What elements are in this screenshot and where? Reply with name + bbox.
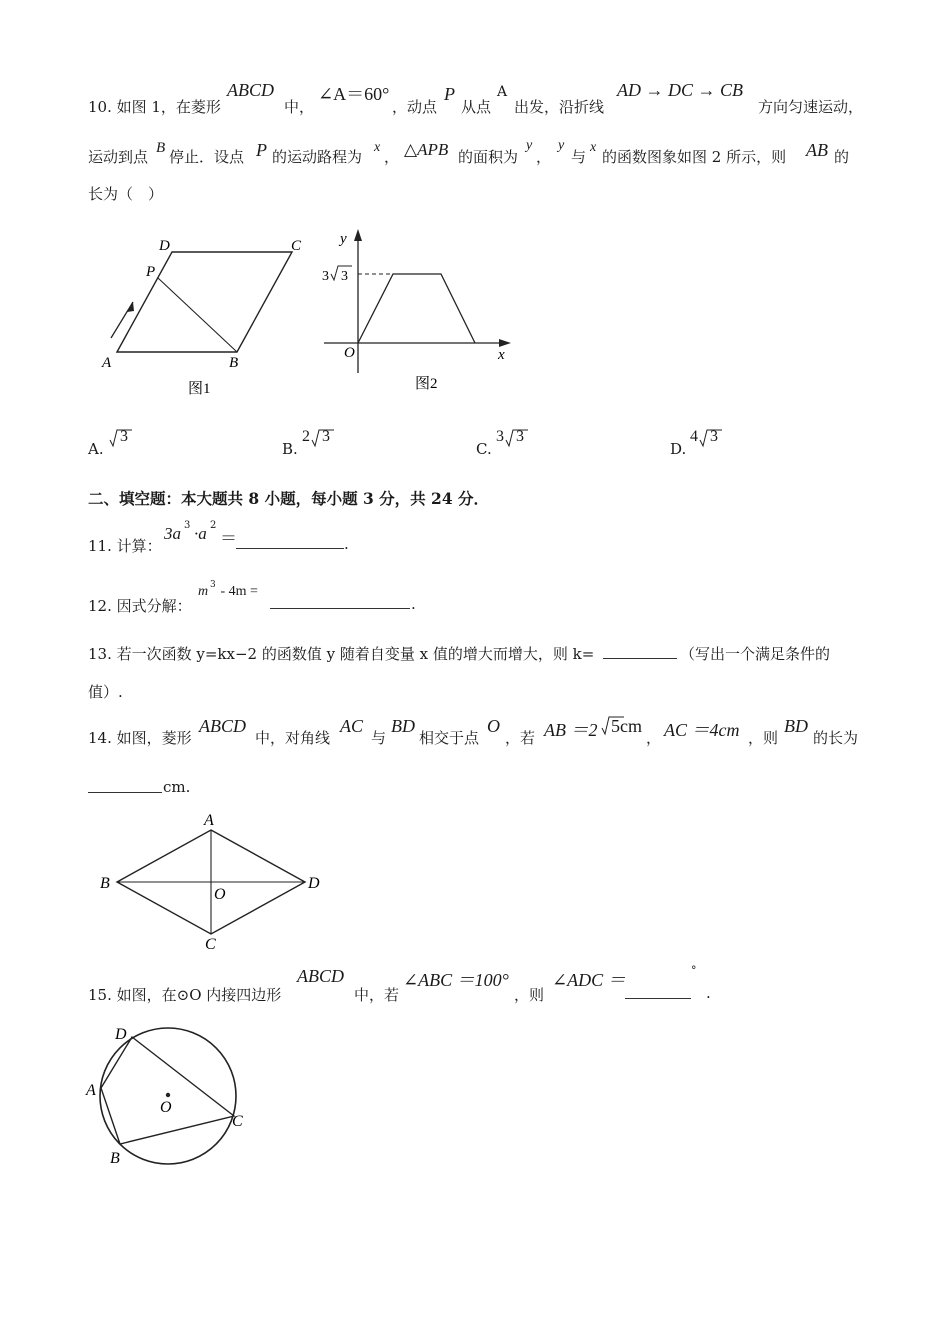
option-letter: A. <box>88 440 104 458</box>
q14-text: 的长为 <box>813 729 859 747</box>
q14-text: ，若 <box>505 729 536 747</box>
option-coefficient: 2 <box>302 428 310 445</box>
q13-line1: 13. 若一次函数 y=kx−2 的函数值 y 随着自变量 x 值的增大而增大，则 k= <box>88 645 595 663</box>
q15-text: 中，若 <box>354 986 400 1004</box>
q11-expr-a: 3a <box>164 524 181 543</box>
q14-text: 相交于点 <box>419 729 480 747</box>
q11-period: . <box>344 535 349 553</box>
q12-m: m <box>198 584 209 599</box>
q10-text: ，动点 <box>392 98 438 116</box>
q14-ac: AC <box>340 716 364 736</box>
label-d: D <box>308 875 320 892</box>
label-o: O <box>214 886 226 903</box>
q10-text: 方向匀速运动， <box>758 98 864 116</box>
q10-text: 的运动路程为 <box>272 148 363 166</box>
q15-figure <box>82 1020 282 1175</box>
label-a: A <box>102 355 112 371</box>
option-letter: B. <box>282 440 298 458</box>
label-b: B <box>229 355 239 371</box>
arrow-head-icon <box>127 302 134 312</box>
option-radicand: 3 <box>710 428 718 445</box>
y-tick-coefficient: 3 <box>322 269 329 284</box>
q15-angle2: ∠ADC ＝ <box>552 970 626 990</box>
q12-answer-blank[interactable] <box>270 594 410 609</box>
label-d: D <box>159 238 170 254</box>
x-axis-arrow-icon <box>499 339 511 347</box>
q10-text: 的函数图象如图 2 所示，则 <box>602 148 787 166</box>
q11-equals: ＝ <box>220 529 237 548</box>
q10-b: B <box>156 140 166 156</box>
q14-bd: BD <box>391 716 415 736</box>
q10-text: 与 <box>571 148 587 166</box>
q11-dot-a: ·a <box>194 524 207 543</box>
q10-line3: 长为（ ） <box>88 185 164 203</box>
option-letter: C. <box>476 440 492 458</box>
center-point <box>166 1093 170 1097</box>
section-heading: 二、填空题：本大题共 8 小题，每小题 3 分，共 24 分． <box>88 489 490 508</box>
origin-label: O <box>344 345 355 361</box>
q10-text: 停止．设点 <box>169 148 245 166</box>
label-a: A <box>204 812 214 829</box>
y-axis-arrow-icon <box>354 229 362 241</box>
q14-radicand: 5 <box>611 716 620 736</box>
q13-answer-blank[interactable] <box>603 644 677 659</box>
label-p: P <box>146 264 156 280</box>
q11-exp2: 2 <box>210 520 217 531</box>
function-graph-line <box>358 274 475 343</box>
q15-abcd: ABCD <box>297 966 344 986</box>
q14-cm: cm <box>620 716 642 736</box>
option-radicand: 3 <box>516 428 524 445</box>
option-letter: D. <box>670 440 687 458</box>
q14-text: ， <box>646 729 662 747</box>
q10-x2: x <box>590 140 597 155</box>
q10-p2: P <box>256 140 267 160</box>
option-radicand: 3 <box>120 428 128 445</box>
q15-period: . <box>706 984 711 1002</box>
q10-triangle: △APB <box>404 140 449 159</box>
direction-arrow-line <box>111 302 133 338</box>
q14-number: 14. 如图，菱形 <box>88 729 192 747</box>
y-axis-label: y <box>340 231 347 247</box>
q13-line2: 值）. <box>88 683 123 701</box>
label-d: D <box>115 1026 127 1043</box>
q10-text: 中， <box>284 98 315 116</box>
y-tick-radicand: 3 <box>341 269 348 284</box>
label-c: C <box>232 1113 243 1130</box>
rhombus-abcd <box>117 252 292 352</box>
q12-period: . <box>411 595 416 613</box>
q15-answer-blank[interactable] <box>625 984 691 999</box>
label-b: B <box>110 1150 120 1167</box>
q13-tail: （写出一个满足条件的 <box>680 645 831 663</box>
q10-figure2 <box>318 225 528 400</box>
q14-ab-eq: AB ＝2 <box>544 720 598 740</box>
q12-rest: - 4m = <box>217 584 258 599</box>
q14-o: O <box>487 716 500 736</box>
q10-text: ， <box>536 148 552 166</box>
q14-figure <box>95 808 335 953</box>
segment-pb <box>158 278 237 352</box>
q14-answer-blank[interactable] <box>88 778 162 793</box>
q14-unit: cm. <box>163 778 191 796</box>
option-coefficient: 4 <box>690 428 698 445</box>
q15-angle: ∠ABC ＝100° <box>403 970 509 990</box>
q10-path: AD → DC → CB <box>617 80 743 100</box>
label-o: O <box>160 1099 172 1116</box>
q10-a: A <box>497 84 508 100</box>
option-coefficient: 3 <box>496 428 504 445</box>
q14-ac-eq: AC ＝4cm <box>664 720 740 740</box>
q10-y2: y <box>558 138 565 153</box>
q10-text: 从点 <box>461 98 492 116</box>
q14-text: ，则 <box>748 729 779 747</box>
q15-number: 15. 如图，在⊙O 内接四边形 <box>88 986 282 1004</box>
q10-figure1 <box>95 230 315 405</box>
q11-label: 11. 计算： <box>88 537 162 555</box>
q11-exp1: 3 <box>184 520 191 531</box>
q10-p: P <box>444 84 455 104</box>
q10-abcd: ABCD <box>227 80 274 100</box>
q10-text: 的面积为 <box>458 148 519 166</box>
q14-abcd: ABCD <box>199 716 246 736</box>
figure2-caption: 图2 <box>415 376 438 392</box>
q14-text: 与 <box>371 729 387 747</box>
q10-angle: ∠A＝60° <box>318 84 390 104</box>
label-a: A <box>86 1082 96 1099</box>
q14-text: 中，对角线 <box>255 729 331 747</box>
x-axis-label: x <box>498 347 505 363</box>
q10-text: 运动到点 <box>88 148 149 166</box>
q15-text: ，则 <box>514 986 545 1004</box>
q10-text: 出发，沿折线 <box>514 98 605 116</box>
option-radicand: 3 <box>322 428 330 445</box>
q15-degree: ° <box>691 964 697 977</box>
q12-exp: 3 <box>210 580 216 590</box>
q10-y: y <box>526 138 533 153</box>
label-c: C <box>205 936 216 953</box>
q10-number: 10. 如图 1，在菱形 <box>88 98 221 116</box>
q10-text: 的 <box>834 148 850 166</box>
label-b: B <box>100 875 110 892</box>
label-c: C <box>291 238 302 254</box>
quadrilateral-abcd <box>101 1037 234 1144</box>
q14-bd2: BD <box>784 716 808 736</box>
q10-ab: AB <box>806 140 828 160</box>
q12-label: 12. 因式分解： <box>88 597 192 615</box>
q11-answer-blank[interactable] <box>236 534 344 549</box>
q10-x: x <box>374 140 381 155</box>
q10-text: ， <box>384 148 400 166</box>
figure1-caption: 图1 <box>188 381 211 397</box>
